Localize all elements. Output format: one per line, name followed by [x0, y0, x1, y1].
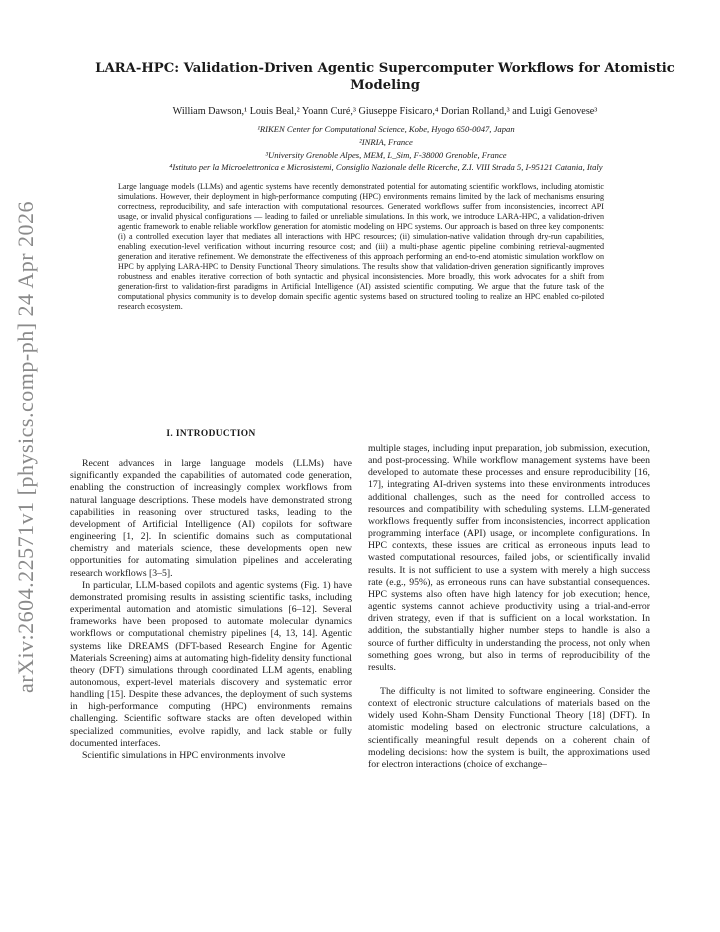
body-paragraph: multiple stages, including input preparation, job submission, execution, and post-processing. While workflow management systems have been developed to automate these processes and ensure reproducibility [16, 17], integrating AI-driven systems into these environments introduces additional challenges, such as the need for controlled access to resources and compatibility with scheduling systems. LLM-generated workflows frequently suffer from inconsistencies, incorrect application programming interface (API) usage, or incomplete configurations. In HPC contexts, these issues are critical as erroneous inputs lead to wasted computational resources, failed jobs, or scientifically invalid results. It is not sufficient to use a system with merely a high success rate (e.g., 95%), as erroneous runs can have substantial consequences. HPC systems also often have high latency for job execution; hence, agentic systems cannot achieve productivity using a trial-and-error driven strategy, even if that is sufficient on a local workstation. In addition, the substantially higher number steps to handle is also a source of further difficulty in understanding the process, not only when something goes wrong, but also in terms of reproducibility of the results.	[368, 443, 650, 673]
affiliation-catania: ⁴Istituto per la Microelettronica e Microsistemi, Consiglio Nazionale delle Ricerche, Z.I. VIII Strada 5, I-95121 Catania, Italy	[169, 162, 603, 172]
body-paragraph: The difficulty is not limited to software engineering. Consider the context of electronic structure calculations of materials based on the widely used Kohn-Sham Density Functional Theory [18] (DFT). In atomistic modeling based on electronic structure calculations, a scientifically meaningful result depends on a coherent chain of modeling decisions: how the system is built, the approximations used for electron interactions (choice of exchange–	[368, 685, 650, 770]
body-paragraph: Scientific simulations in HPC environments involve	[82, 749, 286, 761]
arxiv-identifier-stamp	[6, 200, 46, 694]
abstract: Large language models (LLMs) and agentic systems have recently demonstrated potential for automating scientific workflows, including atomistic simulations. However, their deployment in high-performance computing (HPC) environments remains limited by the lack of mechanisms ensuring correctness, reproducibility, and safe interaction with computational resources. Generated workflows suffer from inconsistencies, incorrect API usage, or invalid physical configurations — leading to failed or unreliable simulations. In this work, we introduce LARA-HPC, a validation-driven agentic framework to enable reliable workflow generation for atomistic modeling on HPC systems. Our approach is based on three key components: (i) a controlled execution layer that mediates all interactions with HPC resources; (ii) simulation-native validation through dry-run capabilities, enabling execution-level verification without incurring resource cost; and (iii) a multi-phase agentic pipeline combining retrieval-augmented generation and iterative refinement. We demonstrate the effectiveness of this approach performing an end-to-end atomistic simulation workflow on HPC by applying LARA-HPC to Density Functional Theory simulations. The results show that validation-driven generation significantly improves robustness and enables iterative correction of both syntactic and physical inconsistencies. More broadly, this work advocates for a shift from generation-first to validation-first paradigms in Artificial Intelligence (AI) assisted scientific computing. We argue that the future task of the computational physics community is to develop domain specific agentic systems based on structured tooling to realize an HPC enabled co-piloted research ecosystem.	[118, 182, 604, 312]
author-list: William Dawson,¹ Louis Beal,² Yoann Curé,³ Giuseppe Fisicaro,⁴ Dorian Rolland,³ and Luigi Genovese³	[172, 106, 598, 117]
body-paragraph: Recent advances in large language models (LLMs) have significantly expanded the capabilities of automated code generation, enabling the construction of increasingly complex workflows from natural language descriptions. These models have demonstrated strong capabilities in reasoning over structured tasks, leading to the development of Artificial Intelligence (AI) copilots for software engineering [1, 2]. In scientific domains such as computational chemistry and materials science, these developments open new opportunities for automating simulation pipelines and accelerating research workflows [3–5].	[70, 458, 352, 579]
arxiv-stamp-text: arXiv:2604.22571v1 [physics.comp-ph] 24 Apr 2026	[13, 200, 38, 694]
right-column	[368, 443, 650, 771]
paragraph-gap	[368, 674, 650, 686]
affiliation-inria: ²INRIA, France	[359, 137, 413, 147]
section-heading-introduction: I. INTRODUCTION	[166, 429, 256, 439]
affiliation-grenoble: ³University Grenoble Alpes, MEM, L_Sim, F-38000 Grenoble, France	[265, 150, 507, 160]
paper-title: LARA-HPC: Validation-Driven Agentic Supercomputer Workflows for Atomistic Modeling	[95, 61, 675, 93]
body-paragraph: In particular, LLM-based copilots and agentic systems (Fig. 1) have demonstrated promising results in assisting scientific tasks, including experimental automation and atomistic simulations [6–12]. Several frameworks have been proposed to automate molecular dynamics workflows or computational chemistry pipelines [4, 13, 14]. Agentic systems like DREAMS (DFT-based Research Engine for Agentic Materials Screening) aims at automating high-fidelity density functional theory (DFT) simulations through coordinated LLM agents, enabling autonomous, expert-level materials discovery and systematic error handling [15]. Despite these advances, the deployment of such systems in high-performance computing (HPC) environments remains challenging. Scientific software stacks are often developed within specialized communities, evolve rapidly, and lack stable or fully documented interfaces.	[70, 579, 352, 749]
left-column	[70, 428, 352, 762]
affiliation-riken: ¹RIKEN Center for Computational Science, Kobe, Hyogo 650-0047, Japan	[257, 124, 515, 134]
